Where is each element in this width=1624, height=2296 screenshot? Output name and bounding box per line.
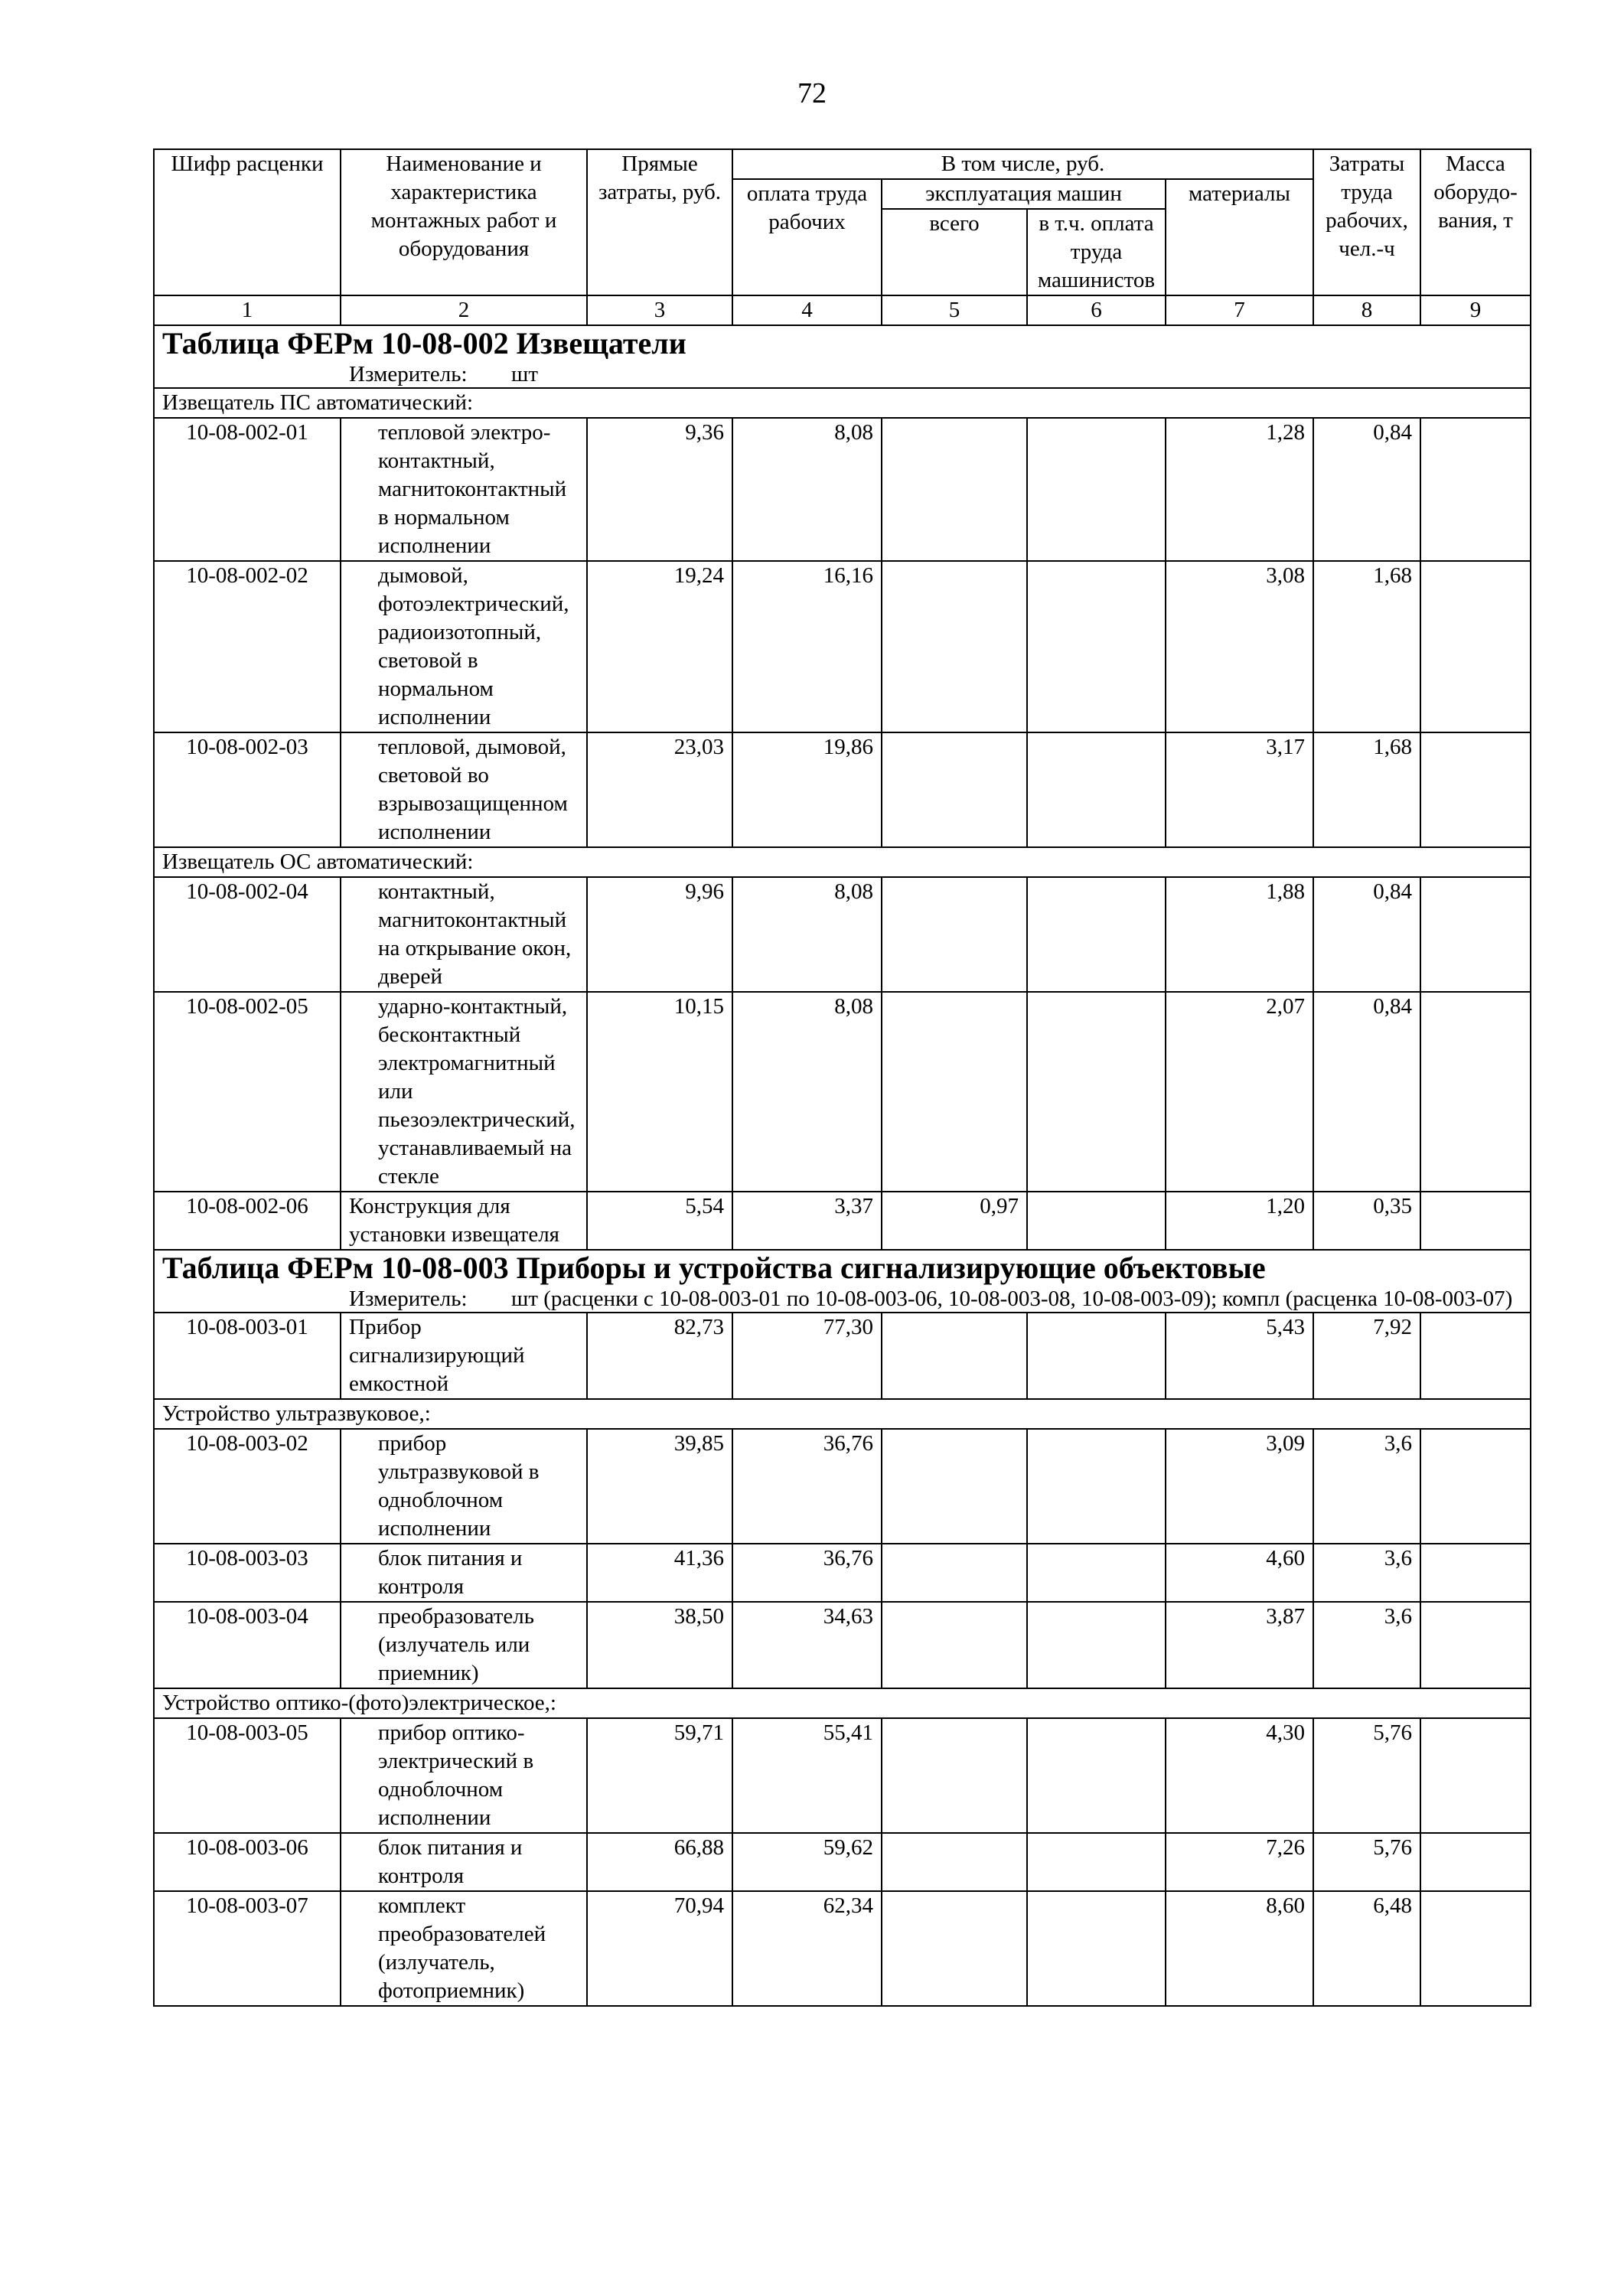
labor-cost: 5,76 <box>1313 1718 1420 1833</box>
labor-cost: 0,35 <box>1313 1192 1420 1250</box>
table-row <box>154 1544 1531 1602</box>
header-materials: материалы <box>1166 179 1313 295</box>
materials-cost: 4,30 <box>1166 1718 1313 1833</box>
work-name: тепловой электро-контактный, магнитоконтактный в нормальном исполнении <box>341 418 587 561</box>
equipment-mass <box>1420 732 1531 847</box>
machinist-pay <box>1027 732 1166 847</box>
table-row <box>154 418 1531 561</box>
direct-cost: 66,88 <box>587 1833 732 1891</box>
direct-cost: 23,03 <box>587 732 732 847</box>
machines-total <box>882 1833 1027 1891</box>
section-header-row <box>154 325 1531 388</box>
direct-cost: 9,36 <box>587 418 732 561</box>
group-row <box>154 847 1531 877</box>
labor-pay: 3,37 <box>732 1192 882 1250</box>
table-row <box>154 1192 1531 1250</box>
machines-total <box>882 1891 1027 2006</box>
rate-code: 10-08-003-06 <box>154 1833 341 1891</box>
materials-cost: 5,43 <box>1166 1313 1313 1399</box>
group-row <box>154 1688 1531 1718</box>
equipment-mass <box>1420 1718 1531 1833</box>
section-header-row <box>154 1250 1531 1313</box>
machines-total <box>882 732 1027 847</box>
labor-pay: 8,08 <box>732 992 882 1192</box>
work-name: тепловой, дымовой, световой во взрывозащищенном исполнении <box>341 732 587 847</box>
machinist-pay <box>1027 877 1166 992</box>
header-including: В том числе, руб. <box>732 149 1313 179</box>
labor-pay: 16,16 <box>732 561 882 732</box>
work-name: ударно-контактный, бесконтактный электромагнитный или пьезоэлектрический, устанавливаемый на стекле <box>341 992 587 1192</box>
group-label: Извещатель ПС автоматический: <box>154 388 1531 418</box>
labor-pay: 62,34 <box>732 1891 882 2006</box>
measure-line <box>162 1286 1522 1312</box>
labor-cost: 1,68 <box>1313 732 1420 847</box>
rate-code: 10-08-002-04 <box>154 877 341 992</box>
machines-total <box>882 1429 1027 1544</box>
table-row <box>154 1718 1531 1833</box>
header-mass: Масса оборудо-вания, т <box>1420 149 1531 295</box>
rate-code: 10-08-003-07 <box>154 1891 341 2006</box>
direct-cost: 70,94 <box>587 1891 732 2006</box>
labor-cost: 0,84 <box>1313 992 1420 1192</box>
work-name: Прибор сигнализирующий емкостной <box>341 1313 587 1399</box>
machinist-pay <box>1027 1602 1166 1688</box>
column-number: 8 <box>1313 295 1420 325</box>
header-direct: Прямые затраты, руб. <box>587 149 732 295</box>
machinist-pay <box>1027 1718 1166 1833</box>
direct-cost: 59,71 <box>587 1718 732 1833</box>
column-number: 6 <box>1027 295 1166 325</box>
machinist-pay <box>1027 1833 1166 1891</box>
labor-pay: 55,41 <box>732 1718 882 1833</box>
equipment-mass <box>1420 418 1531 561</box>
machinist-pay <box>1027 1544 1166 1602</box>
materials-cost: 1,20 <box>1166 1192 1313 1250</box>
measure-label: Измеритель: <box>349 1287 468 1311</box>
labor-pay: 8,08 <box>732 877 882 992</box>
rate-code: 10-08-002-06 <box>154 1192 341 1250</box>
header-labor-cost: Затраты труда рабочих, чел.-ч <box>1313 149 1420 295</box>
direct-cost: 82,73 <box>587 1313 732 1399</box>
equipment-mass <box>1420 1833 1531 1891</box>
direct-cost: 10,15 <box>587 992 732 1192</box>
machines-total <box>882 1544 1027 1602</box>
equipment-mass <box>1420 1891 1531 2006</box>
materials-cost: 3,08 <box>1166 561 1313 732</box>
machines-total <box>882 877 1027 992</box>
work-name: контактный, магнитоконтактный на открывание окон, дверей <box>341 877 587 992</box>
labor-cost: 3,6 <box>1313 1429 1420 1544</box>
work-name: прибор ультразвуковой в одноблочном исполнении <box>341 1429 587 1544</box>
header-machinist-pay: в т.ч. оплата труда машинистов <box>1027 209 1166 295</box>
group-label: Извещатель ОС автоматический: <box>154 847 1531 877</box>
equipment-mass <box>1420 1429 1531 1544</box>
rate-code: 10-08-002-01 <box>154 418 341 561</box>
rate-code: 10-08-003-03 <box>154 1544 341 1602</box>
work-name: блок питания и контроля <box>341 1544 587 1602</box>
direct-cost: 41,36 <box>587 1544 732 1602</box>
header-machines-total: всего <box>882 209 1027 295</box>
rate-code: 10-08-002-02 <box>154 561 341 732</box>
table-row <box>154 732 1531 847</box>
materials-cost: 3,09 <box>1166 1429 1313 1544</box>
labor-cost: 1,68 <box>1313 561 1420 732</box>
column-number: 9 <box>1420 295 1531 325</box>
equipment-mass <box>1420 877 1531 992</box>
rate-code: 10-08-003-04 <box>154 1602 341 1688</box>
rate-code: 10-08-003-01 <box>154 1313 341 1399</box>
table-row <box>154 1429 1531 1544</box>
equipment-mass <box>1420 1544 1531 1602</box>
rate-code: 10-08-003-02 <box>154 1429 341 1544</box>
machines-total <box>882 561 1027 732</box>
header-name: Наименование и характеристика монтажных работ и оборудования <box>341 149 587 295</box>
equipment-mass <box>1420 992 1531 1192</box>
direct-cost: 5,54 <box>587 1192 732 1250</box>
group-label: Устройство ультразвуковое,: <box>154 1399 1531 1429</box>
table-row <box>154 1833 1531 1891</box>
measure-value: шт (расценки с 10-08-003-01 по 10-08-003-06, 10-08-003-08, 10-08-003-09); компл (расценка 10-08-003-07) <box>511 1287 1513 1311</box>
labor-cost: 7,92 <box>1313 1313 1420 1399</box>
equipment-mass <box>1420 1602 1531 1688</box>
machines-total <box>882 992 1027 1192</box>
direct-cost: 9,96 <box>587 877 732 992</box>
labor-pay: 19,86 <box>732 732 882 847</box>
group-row <box>154 1399 1531 1429</box>
column-number: 1 <box>154 295 341 325</box>
table-row <box>154 1313 1531 1399</box>
work-name: блок питания и контроля <box>341 1833 587 1891</box>
header-machines: эксплуатация машин <box>882 179 1166 209</box>
labor-pay: 77,30 <box>732 1313 882 1399</box>
column-number: 4 <box>732 295 882 325</box>
materials-cost: 4,60 <box>1166 1544 1313 1602</box>
section-header <box>154 1250 1531 1313</box>
labor-cost: 3,6 <box>1313 1602 1420 1688</box>
table-row <box>154 877 1531 992</box>
work-name: комплект преобразователей (излучатель, фотоприемник) <box>341 1891 587 2006</box>
work-name: дымовой, фотоэлектрический, радиоизотопный, световой в нормальном исполнении <box>341 561 587 732</box>
work-name: преобразователь (излучатель или приемник) <box>341 1602 587 1688</box>
column-number: 3 <box>587 295 732 325</box>
equipment-mass <box>1420 1192 1531 1250</box>
labor-cost: 3,6 <box>1313 1544 1420 1602</box>
column-number: 5 <box>882 295 1027 325</box>
machines-total: 0,97 <box>882 1192 1027 1250</box>
machines-total <box>882 418 1027 561</box>
group-row <box>154 388 1531 418</box>
section-title: Таблица ФЕРм 10-08-002 Извещатели <box>162 326 686 360</box>
machinist-pay <box>1027 561 1166 732</box>
machinist-pay <box>1027 992 1166 1192</box>
work-name: прибор оптико-электрический в одноблочном исполнении <box>341 1718 587 1833</box>
measure-line <box>162 361 1522 387</box>
materials-cost: 1,88 <box>1166 877 1313 992</box>
materials-cost: 1,28 <box>1166 418 1313 561</box>
labor-pay: 8,08 <box>732 418 882 561</box>
materials-cost: 8,60 <box>1166 1891 1313 2006</box>
group-label: Устройство оптико-(фото)электрическое,: <box>154 1688 1531 1718</box>
section-title: Таблица ФЕРм 10-08-003 Приборы и устройства сигнализирующие объектовые <box>162 1251 1266 1285</box>
rates-table <box>153 148 1531 2007</box>
machines-total <box>882 1313 1027 1399</box>
equipment-mass <box>1420 561 1531 732</box>
measure-value: шт <box>511 362 539 386</box>
column-number: 7 <box>1166 295 1313 325</box>
work-name: Конструкция для установки извещателя <box>341 1192 587 1250</box>
machines-total <box>882 1718 1027 1833</box>
machinist-pay <box>1027 418 1166 561</box>
materials-cost: 2,07 <box>1166 992 1313 1192</box>
direct-cost: 39,85 <box>587 1429 732 1544</box>
labor-cost: 0,84 <box>1313 418 1420 561</box>
table-row <box>154 1602 1531 1688</box>
table-body <box>154 325 1531 2006</box>
labor-cost: 0,84 <box>1313 877 1420 992</box>
measure-label: Измеритель: <box>349 362 468 386</box>
machinist-pay <box>1027 1192 1166 1250</box>
labor-cost: 6,48 <box>1313 1891 1420 2006</box>
labor-pay: 36,76 <box>732 1544 882 1602</box>
table-row <box>154 561 1531 732</box>
labor-pay: 34,63 <box>732 1602 882 1688</box>
rate-code: 10-08-002-03 <box>154 732 341 847</box>
section-header <box>154 325 1531 388</box>
table-row <box>154 992 1531 1192</box>
equipment-mass <box>1420 1313 1531 1399</box>
column-number: 2 <box>341 295 587 325</box>
machinist-pay <box>1027 1429 1166 1544</box>
header-code: Шифр расценки <box>154 149 341 295</box>
materials-cost: 3,17 <box>1166 732 1313 847</box>
direct-cost: 19,24 <box>587 561 732 732</box>
machinist-pay <box>1027 1313 1166 1399</box>
labor-pay: 36,76 <box>732 1429 882 1544</box>
direct-cost: 38,50 <box>587 1602 732 1688</box>
machines-total <box>882 1602 1027 1688</box>
materials-cost: 7,26 <box>1166 1833 1313 1891</box>
rate-code: 10-08-003-05 <box>154 1718 341 1833</box>
materials-cost: 3,87 <box>1166 1602 1313 1688</box>
table-row <box>154 1891 1531 2006</box>
labor-pay: 59,62 <box>732 1833 882 1891</box>
rate-code: 10-08-002-05 <box>154 992 341 1192</box>
header-labor-pay: оплата труда рабочих <box>732 179 882 295</box>
machinist-pay <box>1027 1891 1166 2006</box>
page-number: 72 <box>797 77 827 109</box>
labor-cost: 5,76 <box>1313 1833 1420 1891</box>
